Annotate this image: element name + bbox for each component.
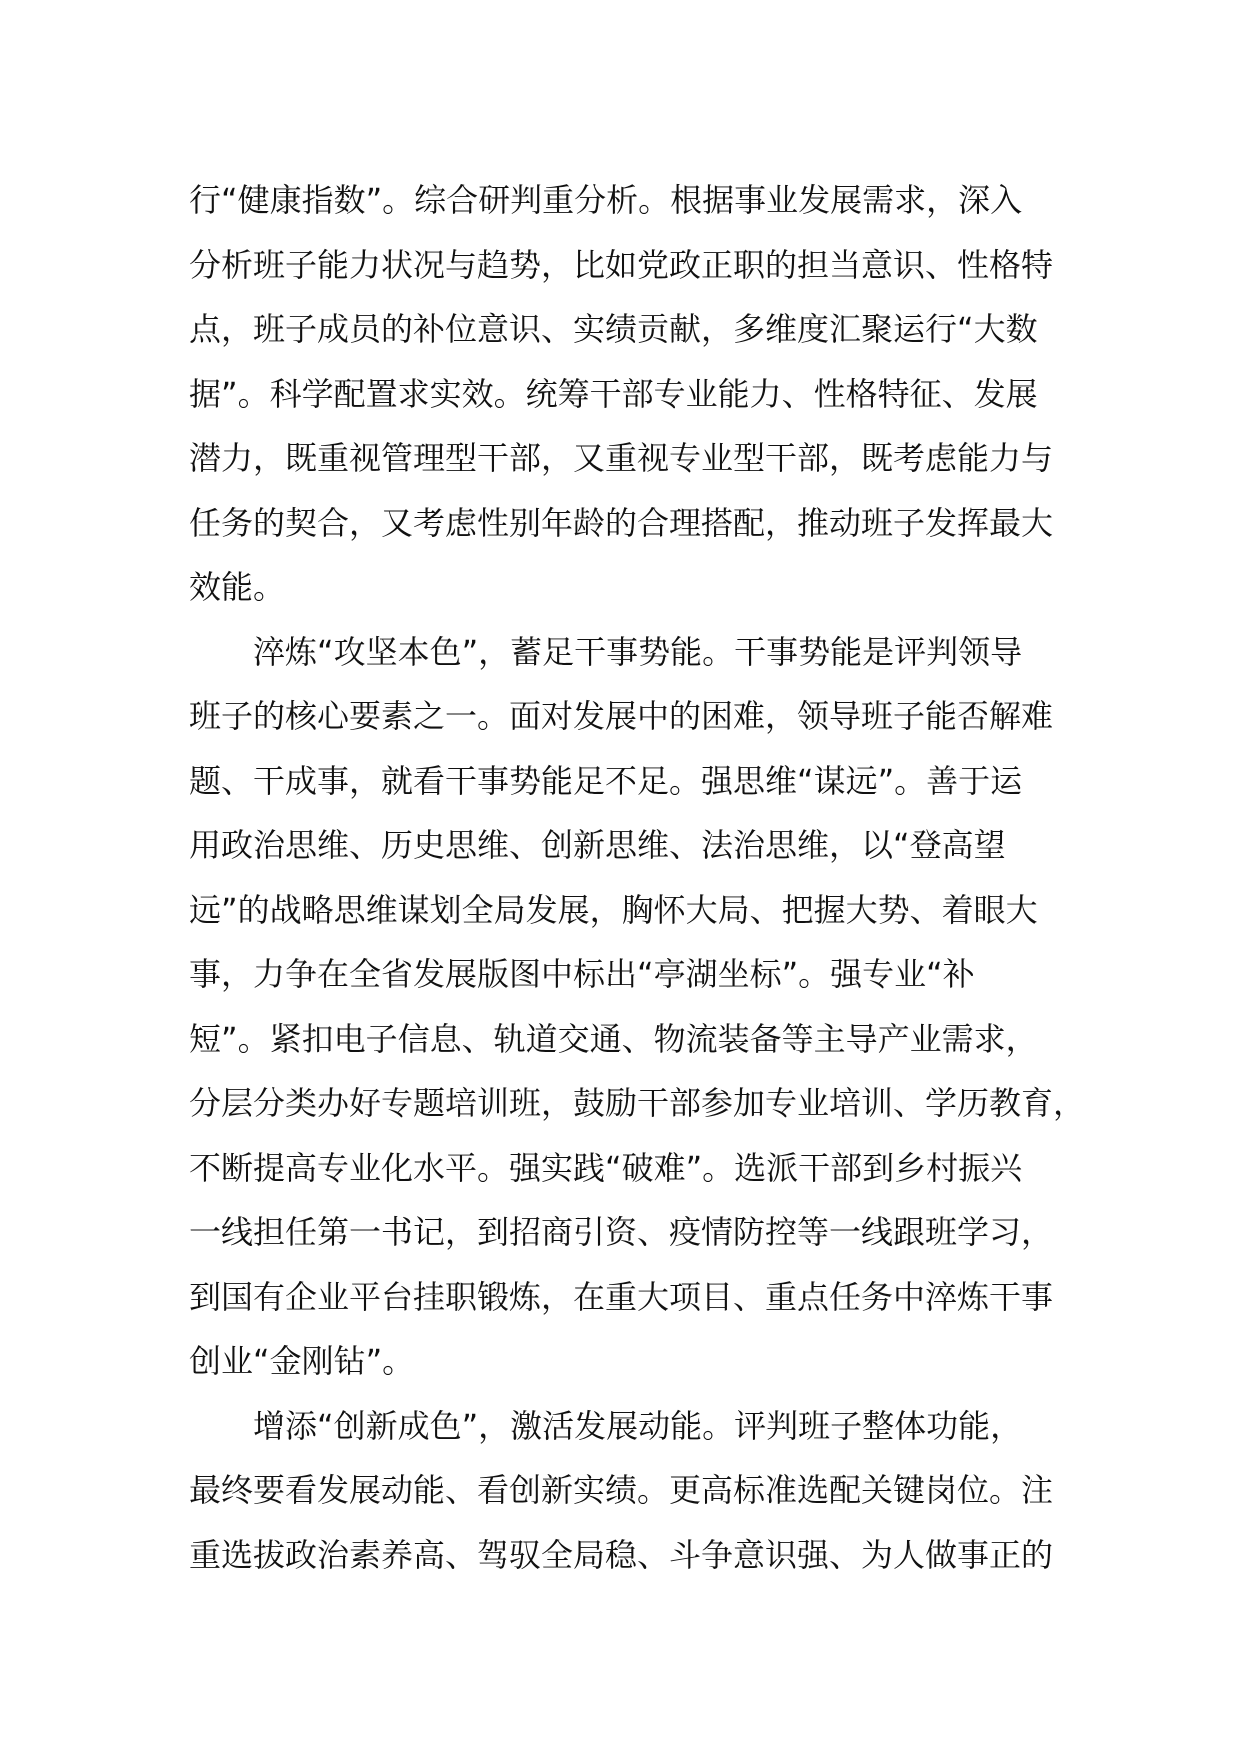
text-line: 事，力争在全省发展版图中标出“亭湖坐标”。强专业“补 [189,955,975,993]
text-line: 创业“金刚钻”。 [189,1342,415,1380]
text-line: 效能。 [189,568,286,606]
text-line: 到国有企业平台挂职锻炼，在重大项目、重点任务中淬炼干事 [189,1277,1054,1316]
text-line: 班子的核心要素之一。面对发展中的困难，领导班子能否解难 [189,697,1054,735]
text-line: 淬炼“攻坚本色”，蓄足干事势能。干事势能是评判领导 [253,632,1023,671]
text-line: 短”。紧扣电子信息、轨道交通、物流装备等主导产业需求， [189,1019,1038,1058]
text-line: 不断提高专业化水平。强实践“破难”。选派干部到乡村振兴 [189,1148,1023,1187]
text-line: 分层分类办好专题培训班，鼓励干部参加专业培训、学历教育， [189,1084,1086,1122]
text-line: 任务的契合，又考虑性别年龄的合理搭配，推动班子发挥最大 [189,503,1054,542]
paragraph [189,1394,1089,1588]
text-line: 潜力，既重视管理型干部，又重视专业型干部，既考虑能力与 [189,439,1054,477]
text-line: 点，班子成员的补位意识、实绩贡献，多维度汇聚运行“大数 [189,310,1038,348]
text-line: 最终要看发展动能、看创新实绩。更高标准选配关键岗位。注 [189,1471,1054,1509]
text-line: 用政治思维、历史思维、创新思维、法治思维，以“登高望 [189,826,1006,864]
text-line: 远”的战略思维谋划全局发展，胸怀大局、把握大势、着眼大 [189,890,1038,929]
text-line: 分析班子能力状况与趋势，比如党政正职的担当意识、性格特 [189,245,1054,284]
text-line: 一线担任第一书记，到招商引资、疫情防控等一线跟班学习， [189,1213,1054,1251]
text-line: 重选拔政治素养高、驾驭全局稳、斗争意识强、为人做事正的 [189,1535,1054,1574]
text-line: 据”。科学配置求实效。统筹干部专业能力、性格特征、发展 [189,374,1038,413]
paragraph [189,168,1089,620]
text-line: 增添“创新成色”，激活发展动能。评判班子整体功能， [253,1406,1023,1445]
text-line: 题、干成事，就看干事势能足不足。强思维“谋远”。善于运 [189,761,1023,800]
body-text [189,168,1089,1587]
paragraph [189,620,1089,1394]
text-line: 行“健康指数”。综合研判重分析。根据事业发展需求，深入 [189,181,1023,219]
